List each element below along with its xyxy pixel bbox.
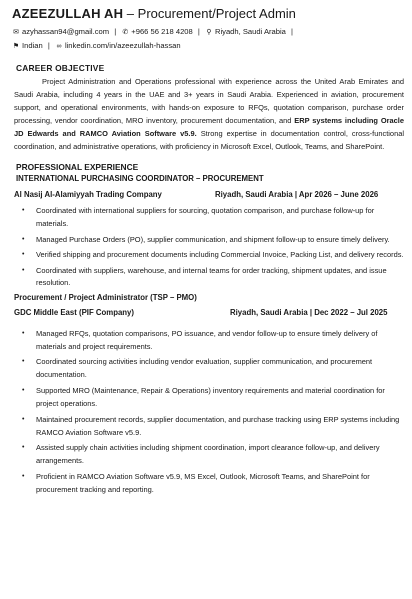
candidate-name: AZEEZULLAH AH [12, 6, 124, 21]
job-bullets-gdc [12, 328, 404, 497]
country-text: Indian [22, 41, 43, 50]
resume-page [12, 6, 404, 500]
list-item: • Supported MRO (Maintenance, Repair & Operations) inventory requirements and material coordination for project operations. [22, 386, 385, 408]
job-location-dates: Riyadh, Saudi Arabia | Apr 2026 – June 2026 [215, 190, 379, 200]
career-objective-text [12, 76, 404, 153]
objective-text-end: Strong expertise in documentation control, cross-functional coordination, and administrative operations, with proficiency in Microsoft Excel, Outlook, Teams, and SharePoint. [14, 128, 404, 151]
separator: | [291, 27, 294, 36]
list-item: • Coordinated with suppliers, warehouse, and internal teams for order tracking, shipment updates, and issue resolution. [22, 265, 387, 288]
email-text[interactable]: azyhassan94@gmail.com [22, 27, 110, 36]
job-location-dates: Riyadh, Saudi Arabia | Dec 2022 – Jul 2025 [230, 307, 388, 317]
job-header-gdc [12, 308, 404, 320]
separator: | [114, 27, 117, 36]
contact-line-1 [12, 25, 404, 39]
professional-experience-heading: PROFESSIONAL EXPERIENCE [16, 162, 139, 173]
job-role-title: Procurement / Project Administrator (TSP – PMO) [14, 292, 197, 302]
list-item: • Assisted supply chain activities including shipment coordination, import clearance follow-up, and delivery arrangements. [22, 443, 380, 466]
list-item: • Proficient in RAMCO Aviation Software v5.9, MS Excel, Outlook, Microsoft Teams, and SharePoint for procurement tracking and reporting. [22, 471, 370, 494]
job-bullets-alnasij [12, 205, 404, 290]
phone-text: +966 56 218 4208 [131, 27, 193, 36]
separator: | [47, 41, 50, 50]
separator: | [197, 27, 200, 36]
experience-subheading: INTERNATIONAL PURCHASING COORDINATOR – PROCUREMENT [16, 174, 264, 184]
list-item: • Managed Purchase Orders (PO), supplier communication, and shipment follow-up to ensure timely delivery. [22, 234, 390, 244]
company-name: GDC Middle East (PIF Company) [14, 307, 134, 317]
objective-text-start: Project Administration and Operations professional with experience across the United Arab Emirates and Saudi Arabia, including 4 years in the UAE and 3+ years in Saudi Arabia. Experienced in aviation, procurement support, and operational environments, with hands-on exposure to RFQs, quotation comparison, purchase order processing, vendor coordination, MRO inventory, procurement documentation, and [14, 77, 404, 125]
linkedin-link[interactable]: linkedin.com/in/azeezullah-hassan [64, 41, 181, 50]
objective-bold-erp: ERP systems including Oracle JD Edwards and RAMCO Aviation Software v5.9. [14, 115, 404, 138]
list-item: • Verified shipping and procurement documents including Commercial Invoice, Packing List, and delivery records. [22, 250, 404, 260]
list-item: • Coordinated with international suppliers for sourcing, quotation comparison, and purchase follow-up for materials. [22, 206, 375, 229]
career-objective-heading: CAREER OBJECTIVE [16, 63, 105, 73]
company-name: Al Nasij Al-Alamiyyah Trading Company [14, 190, 162, 200]
header-dash: – [126, 6, 135, 21]
list-item: • Maintained procurement records, supplier documentation, and purchase tracking using ERP systems including RAMCO Aviation Software v5.9. [22, 414, 400, 437]
resume-header [12, 6, 404, 22]
job-title: Procurement/Project Admin [137, 6, 296, 21]
flag-icon: ⚑ [12, 43, 20, 50]
linkedin-icon: ∞ [56, 43, 62, 50]
contact-line-2 [12, 39, 404, 53]
phone-icon: ✆ [122, 29, 129, 36]
job-header-alnasij [12, 190, 404, 202]
email-icon: ✉ [13, 29, 19, 36]
list-item: • Managed RFQs, quotation comparisons, PO issuance, and vendor follow-up to ensure timely delivery of materials and project requirements. [22, 328, 378, 351]
list-item: • Coordinated sourcing activities including vendor evaluation, supplier communication, and procurement documentation. [22, 357, 373, 380]
location-pin-icon: ⚲ [206, 29, 212, 36]
location-text: Riyadh, Saudi Arabia [214, 27, 286, 36]
